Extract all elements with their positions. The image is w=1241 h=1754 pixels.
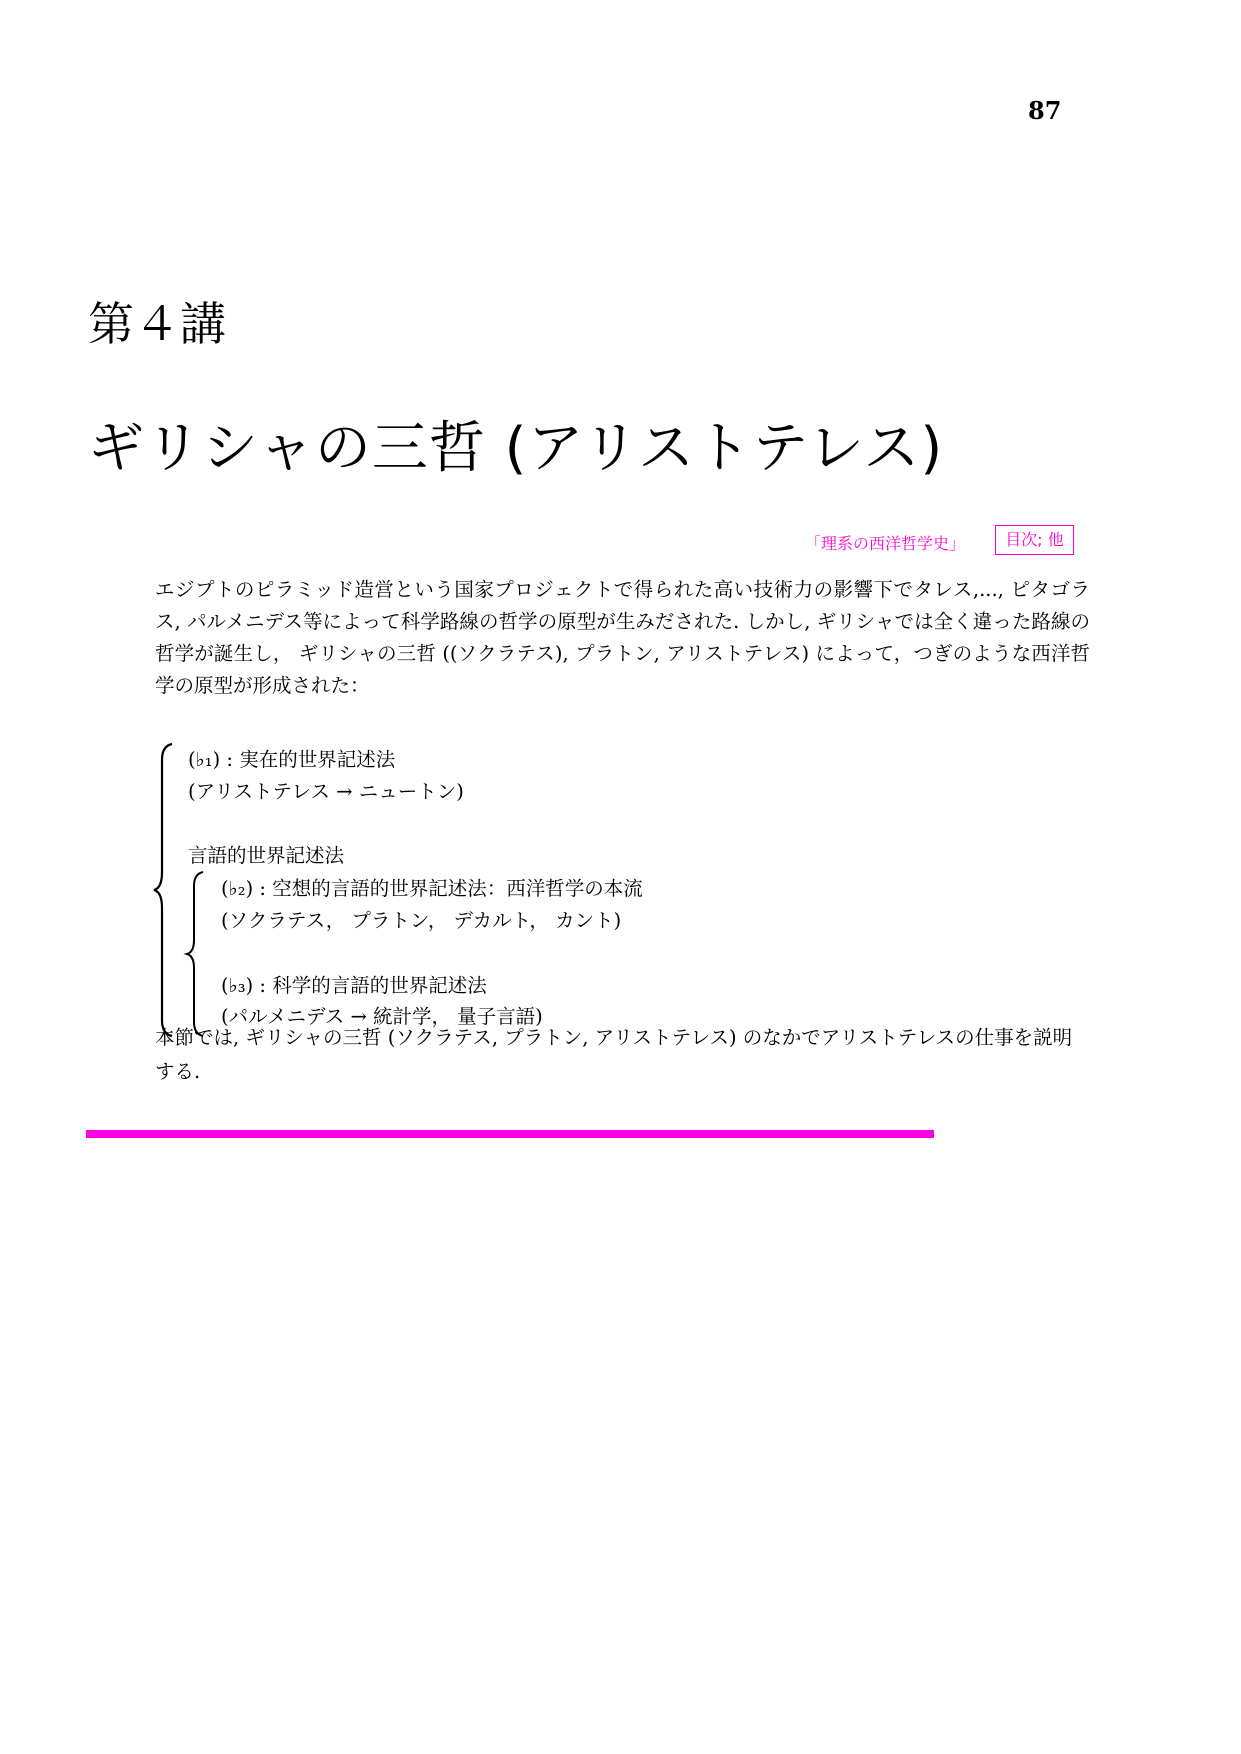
book-title-link[interactable]: 「理系の西洋哲学史」 bbox=[805, 534, 966, 553]
b3-example: (パルメニデス → 統計学， 量子言語) bbox=[221, 1005, 543, 1028]
section-divider bbox=[86, 1130, 934, 1138]
group-title: 言語的世界記述法 bbox=[188, 844, 345, 867]
b2-example: (ソクラテス， プラトン， デカルト， カント) bbox=[221, 909, 622, 932]
page-number: 87 bbox=[1028, 96, 1062, 125]
inner-brace bbox=[183, 870, 209, 1038]
chapter-label: 第４講 bbox=[88, 297, 226, 351]
b2-title: (♭₂) : 空想的言語的世界記述法：西洋哲学の本流 bbox=[221, 877, 643, 900]
b1-example: (アリストテレス → ニュートン) bbox=[188, 780, 464, 803]
b3-title: (♭₃) : 科学的言語的世界記述法 bbox=[221, 974, 487, 997]
outer-brace bbox=[150, 742, 180, 1038]
conclusion-paragraph: 本節では, ギリシャの三哲 (ソクラテス, プラトン, アリストテレス) のなかでアリストテレスの仕事を説明する. bbox=[155, 1026, 1073, 1083]
toc-link[interactable]: 目次; 他 bbox=[995, 525, 1074, 555]
chapter-title: ギリシャの三哲 (アリストテレス) bbox=[88, 416, 944, 481]
intro-paragraph: エジプトのピラミッド造営という国家プロジェクトで得られた高い技術力の影響下でタレス,..., ピタゴラス, パルメニデス等によって科学路線の哲学の原型が生みだされた. しかし, ギリシャでは全く違った路線の哲学が誕生し， ギリシャの三哲 ((ソクラテス), プラトン, アリストテレス) によって，つぎのような西洋哲学の原型が形成された： bbox=[155, 578, 1090, 697]
b1-title: (♭₁) : 実在的世界記述法 bbox=[188, 748, 396, 771]
